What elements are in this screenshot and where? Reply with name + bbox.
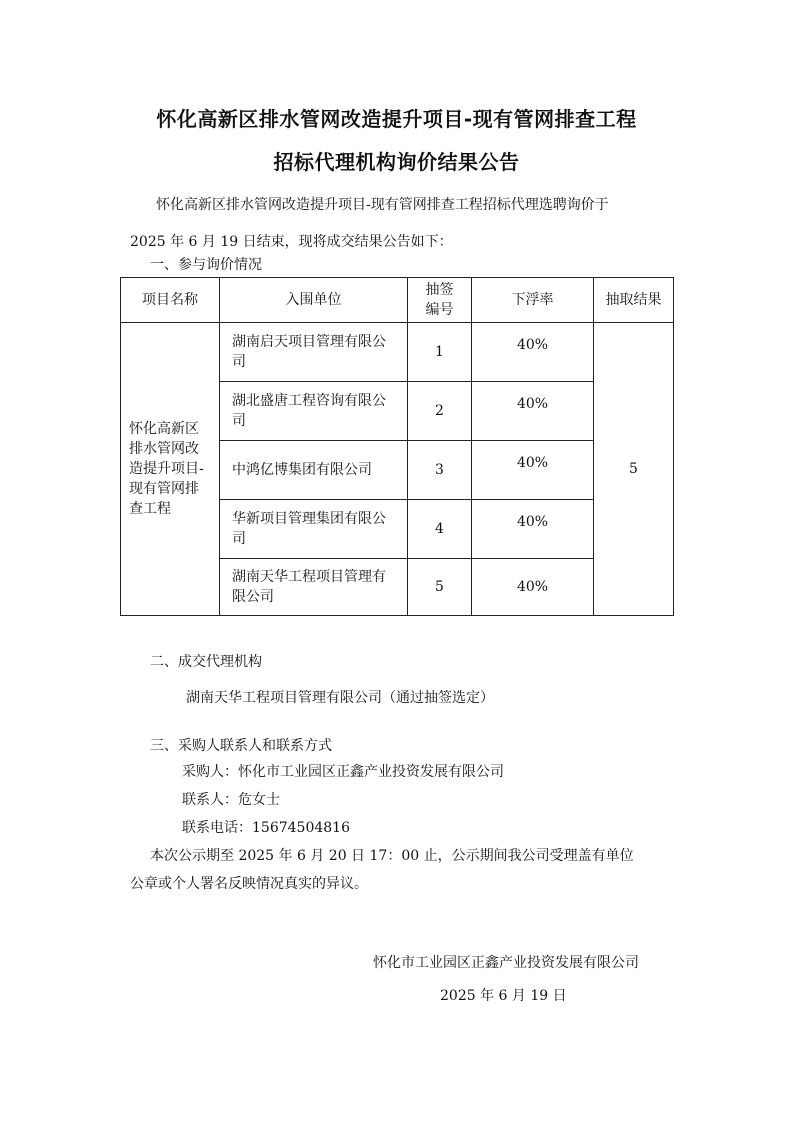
- table-row: [121, 323, 674, 382]
- intro-paragraph-line1: 怀化高新区排水管网改造提升项目-现有管网排查工程招标代理选聘询价于: [156, 197, 609, 213]
- section3-heading: 三、采购人联系人和联系方式: [150, 738, 332, 754]
- unit-cell: 湖南天华工程项目管理有限公司: [220, 559, 408, 616]
- document-title-line1: 怀化高新区排水管网改造提升项目-现有管网排查工程: [156, 107, 637, 131]
- unit-cell: 湖北盛唐工程咨询有限公司: [220, 382, 408, 441]
- number-cell: 1: [408, 323, 472, 382]
- table-header-row: [121, 278, 674, 323]
- project-name-cell: 怀化高新区排水管网改造提升项目-现有管网排查工程: [121, 323, 220, 616]
- header-discount-rate: 下浮率: [472, 278, 594, 323]
- header-draw-number-line1: 抽签: [425, 282, 454, 298]
- section1-heading: 一、参与询价情况: [150, 257, 262, 273]
- unit-cell: 中鸿亿博集团有限公司: [220, 441, 408, 500]
- purchaser-line: 采购人：怀化市工业园区正鑫产业投资发展有限公司: [182, 764, 504, 780]
- number-cell: 4: [408, 500, 472, 559]
- header-draw-result: 抽取结果: [594, 278, 674, 323]
- number-cell: 3: [408, 441, 472, 500]
- rate-cell: 40%: [472, 323, 594, 382]
- draw-result-cell: 5: [594, 323, 674, 616]
- rate-cell: 40%: [472, 382, 594, 441]
- number-cell: 5: [408, 559, 472, 616]
- number-cell: 2: [408, 382, 472, 441]
- rate-cell: 40%: [472, 441, 594, 500]
- notice-line1: 本次公示期至 2025 年 6 月 20 日 17：00 止，公示期间我公司受理盖有单位: [150, 848, 634, 864]
- notice-line2: 公章或个人署名反映情况真实的异议。: [130, 876, 368, 892]
- rate-cell: 40%: [472, 559, 594, 616]
- unit-cell: 湖南启天项目管理有限公司: [220, 323, 408, 382]
- document-title-line2: 招标代理机构询价结果公告: [273, 150, 520, 174]
- inquiry-results-table: [120, 277, 674, 616]
- rate-cell: 40%: [472, 500, 594, 559]
- unit-cell: 华新项目管理集团有限公司: [220, 500, 408, 559]
- section2-heading: 二、成交代理机构: [150, 654, 262, 670]
- signature-company: 怀化市工业园区正鑫产业投资发展有限公司: [373, 955, 639, 971]
- intro-paragraph-line2: 2025 年 6 月 19 日结束，现将成交结果公告如下：: [130, 234, 453, 250]
- phone-line: 联系电话：15674504816: [182, 820, 350, 836]
- header-project-name: 项目名称: [121, 278, 220, 323]
- signature-date: 2025 年 6 月 19 日: [440, 988, 567, 1004]
- contact-line: 联系人：危女士: [182, 792, 280, 808]
- winner-text: 湖南天华工程项目管理有限公司（通过抽签选定）: [186, 690, 494, 706]
- header-draw-number-line2: 编号: [425, 302, 454, 318]
- header-draw-number: [408, 278, 472, 323]
- header-shortlisted-unit: 入围单位: [220, 278, 408, 323]
